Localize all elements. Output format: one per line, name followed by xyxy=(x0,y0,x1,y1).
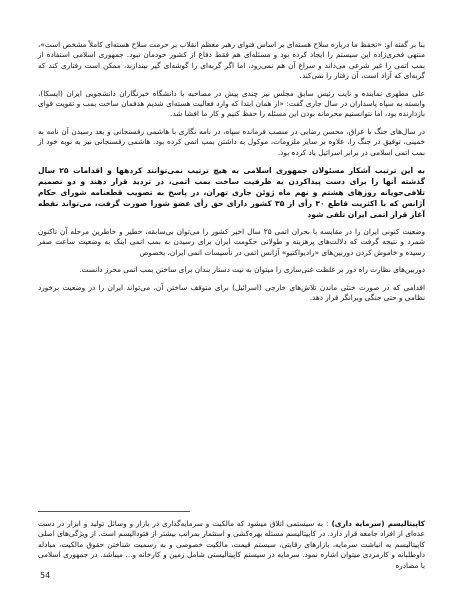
paragraph-current-situation: وضعیت کنونی ایران را در مقایسه با بحران اتمی ۲۵ سال اخیر کشور را می‌توان بی‌سابقه، خطیر و خاطرین مرحله آن تاکنون شمرد و نتیجه گرفت که دلالت‌های پرهزینه و طولانی حکومت ایران برای رسیدن به بمب اتمی اینک به وضعیت ساعت صفر رسیده و خاموش کردن دوربین‌های «رادیواکتیو» آژانس اتمی در تأسیسات اتمی ایران، بخصوص xyxy=(38,227,425,257)
paragraph-war-years: در سال‌های جنگ با عراق، محسن رضایی در منصب فرمانده سپاه، در نامه نگاری با هاشمی رفسنجانی و بعد رسیدن آن نامه به خمینی، توفیق در جنگ را، علاوه بر سایر ملزومات، موکول به داشتن بمب اتمی کرده بود. هاشمی رفسنجانی نیز به نوبه خود از بمب اتمی اسلامی در برابر اسرائیل یاد کرده بود. xyxy=(38,126,425,157)
footnote-separator xyxy=(38,511,190,512)
paragraph-bold-conclusion: به این ترتیب آشکار مسئولان جمهوری اسلامی به هیچ ترتیب نمی‌توانند کردهها و اقدامات ۲۵ سال گذشته آنها را برای دست پیداکردن به ظرفیت ساخت بمب اتمی، در تردید قرار دهند و دو تصمیم تلافی‌جویانه روزهای هشتم و نهم ماه ژوئن جاری تهران، در پاسخ به تصویب قطعنامه شورای حکام آژانس که با اکثریت قاطع ۳۰ رأی از ۳۵ کشور دارای حق رأی عضو شورا صورت گرفت، می‌تواند نقطه آغاز قرار اتمی ایران تلقی شود xyxy=(38,166,425,220)
page-number: 54 xyxy=(40,571,51,580)
paragraph-military-risk: اقدامی که در صورت خنثی ماندن تلاش‌های خارجی (اسرائیل) برای متوقف ساختن آن، می‌تواند ایران را در وضعیت برخورد نظامی و حتی جنگی ویرانگر قرار دهد. xyxy=(38,282,425,303)
footnote-text: : به سیستمی اتلاق میشود که مالکیت و سرمایه‌گذاری در بازار و وسائل تولید و ابزار در دست عده‌ای از افراد جامعه قرار دارد. در کاپیتالیسم مسئله بهره‌کشی و استثمار بمراتب بیشتر از فئودالیسم است. از ویژگی‌های اصلی کاپیتالیسم به انباشت سرمایه، بازارهای رقابتی، سیستم قیمت، مالکیت خصوصی و به رسمیت شناختن حقوق مالکیت، مبادله داوطلبانه و کارمزدی میتوان اشاره نمود. سرمایه در سیستم کاپیتالیستی شامل زمین و کارخانه و... میباشد. در جمهوری اسلامی با مصادره xyxy=(38,519,425,570)
footnote xyxy=(0,519,463,579)
paragraph-fatwa: بنا بر گفته او: «تحفظ ما درباره سلاح هسته‌ای بر اساس فتوای رهبر معظم انقلاب بر حرمت سلاح هسته‌ای کاملاً مشخص است»، منتهی فخری‌زاده این سیستم را ایجاد کرده بود و مسئله‌ای هم فقط دفاع از کشور خودمان نبود. جمهوری اسلامی استفاده از بمب اتمی را غیر شرعی می‌داند و سراغ آن هم نمی‌رود، اما اگر گربه‌ای را گوشه‌ای گیر بیندازند، ممکن است رفتاری کند که گربه‌ای که آزاد است، آن رفتار را نمی‌کند. xyxy=(38,40,425,81)
footnote-term: کاپیتالیسم (سرمایه داری) xyxy=(331,519,425,528)
paragraph-motahari: علی مطهری نماینده و نایب رئیس سابق مجلس نیز چندی پیش در مصاحبه با دانشگاه خبرنگاران دانشجویی ایران (ایسکا)، وابسته به سپاه پاسداران در سال جاری گفت: «از همان ابتدا که وارد فعالیت هسته‌ای شدیم هدفمان ساخت بمب و تقویت قوای بازدارنده بود، اما نتوانستیم محرمانه بودن این مسئله را حفظ کنیم و کار ما افشا شد. xyxy=(38,88,425,119)
paragraph-cameras: دوربین‌های نظارت راه دور بر غلظت غنی‌سازی را میتوان به نیت دستار بندان برای ساختن بمب اتمی محرز دانست. xyxy=(79,265,425,275)
